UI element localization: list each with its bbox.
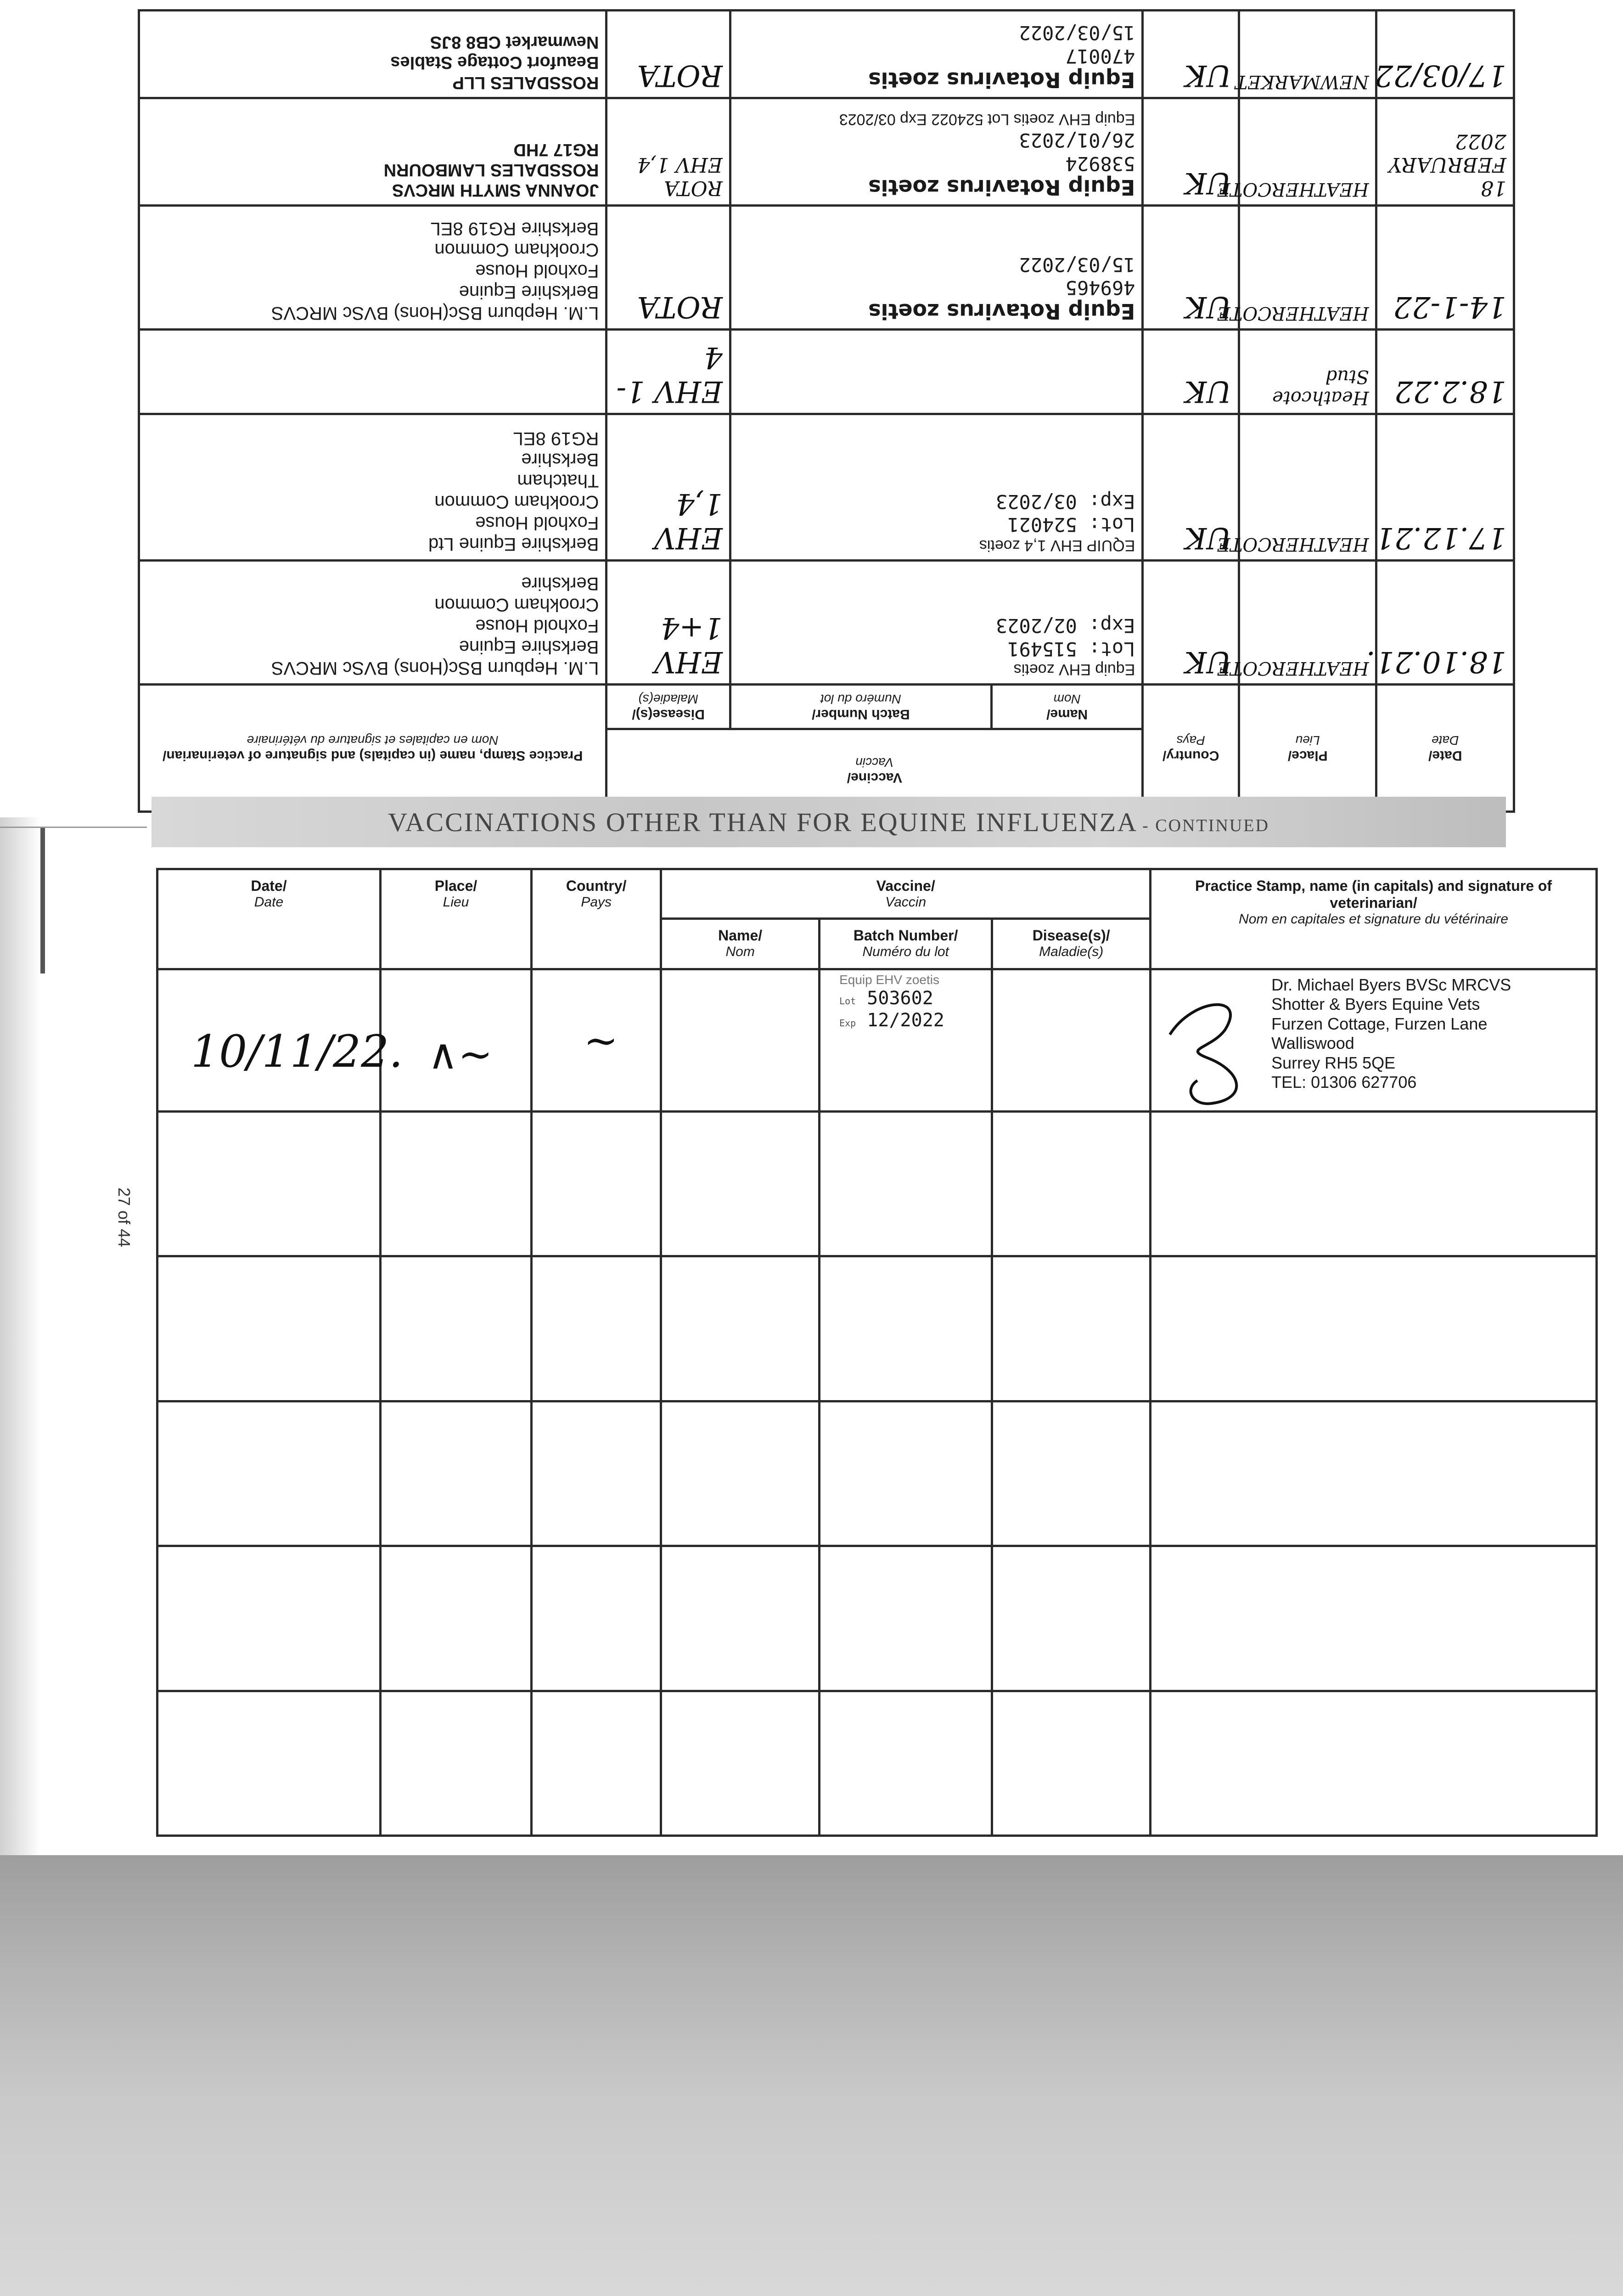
- cell-disease: ROTA: [607, 205, 730, 329]
- section-subtitle: - CONTINUED: [1142, 816, 1269, 835]
- previous-vaccinations-table: [138, 9, 1515, 813]
- cell-disease: EHV 1,4: [607, 414, 730, 560]
- cell-country: UK: [1143, 11, 1239, 98]
- cell-country: UK: [1143, 561, 1239, 685]
- header-country: Country/ Pays: [532, 869, 661, 969]
- cell-date: 18 FEBRUARY 2022: [1376, 98, 1514, 205]
- vaccine-sticker: Equip EHV zoetis: [839, 973, 939, 987]
- cell-disease: EHV 1+4: [607, 561, 730, 685]
- cell-vaccine-label: [730, 330, 1142, 414]
- vet-stamp: ROSSDALES LLP Beaufort Cottage Stables Newmarket CB8 8JS: [390, 33, 599, 92]
- signature-mark: [1156, 979, 1275, 1117]
- cell-date: 18.2.22: [1376, 330, 1514, 414]
- cell-place: HEATHERCOTE: [1239, 98, 1377, 205]
- header-vaccine: Vaccine/ Vaccin: [661, 869, 1151, 919]
- cell-vaccine-label: Equip Rotavirus zoetis 538924 26/01/2023 Equip EHV zoetis Lot 524022 Exp 03/2023: [730, 98, 1142, 205]
- header-disease: Disease(s)/ Maladie(s): [992, 919, 1151, 969]
- page-number: 27 of 44: [115, 1187, 134, 1248]
- cell-stamp: [139, 98, 607, 205]
- header-batch: Batch Number/ Numéro du lot: [730, 685, 991, 729]
- section-banner: [152, 797, 1506, 847]
- table-row: [157, 1401, 1597, 1546]
- batch-number: 503602: [867, 988, 933, 1009]
- expiry-date: 12/2022: [867, 1010, 944, 1031]
- cell-country: UK: [1143, 414, 1239, 560]
- header-place: Place/ Lieu: [380, 869, 531, 969]
- header-place: Place/ Lieu: [1239, 685, 1377, 812]
- header-stamp: Practice Stamp, name (in capitals) and signature of veterinarian/ Nom en capitales et signature du vétérinaire: [1151, 869, 1597, 969]
- cell-country: UK: [1143, 205, 1239, 329]
- cell-vaccine-label: EQUIP EHV 1,4 zoetis Lot: 524021 Exp: 03/2023: [730, 414, 1142, 560]
- cell-country: UK: [1143, 330, 1239, 414]
- cell-vaccine-label: Equip Rotavirus zoetis 470017 15/03/2022: [730, 11, 1142, 98]
- cell-place: HEATHERCOTE: [1239, 414, 1377, 560]
- cell-place: HEATHERCOTE: [1239, 561, 1377, 685]
- header-name: Name/ Nom: [991, 685, 1142, 729]
- header-date: Date/ Date: [1376, 685, 1514, 812]
- cell-disease: ROTA: [607, 11, 730, 98]
- header-disease: Disease(s)/ Maladie(s): [607, 685, 730, 729]
- table-row: [157, 1691, 1597, 1835]
- cell-stamp: [139, 561, 607, 685]
- cell-vaccine-label: Equip Rotavirus zoetis 469465 15/03/2022: [730, 205, 1142, 329]
- table-row: [157, 1256, 1597, 1401]
- table-row: [157, 1546, 1597, 1691]
- cell-country: ~: [532, 969, 661, 1112]
- table-row: [157, 1112, 1597, 1256]
- table-row: [139, 11, 1514, 98]
- scan-shadow-bottom: [0, 1855, 1623, 2296]
- header-stamp: Practice Stamp, name (in capitals) and signature of veterinarian/ Nom en capitales et signature du vétérinaire: [139, 685, 607, 812]
- header-date: Date/ Date: [157, 869, 381, 969]
- vet-stamp: L.M. Hepburn BSc(Hons) BVSc MRCVS Berkshire Equine Foxhold House Crookham Common Berkshire: [271, 574, 599, 679]
- cell-place: ∧∼: [380, 969, 531, 1112]
- scan-shadow-left: [0, 817, 41, 1864]
- table-row: [139, 414, 1514, 560]
- cell-stamp: [139, 205, 607, 329]
- vaccinations-table: [156, 868, 1598, 1837]
- cell-place: HEATHERCOTE: [1239, 205, 1377, 329]
- cell-disease: ROTA EHV 1,4: [607, 98, 730, 205]
- header-country: Country/ Pays: [1143, 685, 1239, 812]
- cell-date: 14-1-22: [1376, 205, 1514, 329]
- cell-place: Heathcote Stud: [1239, 330, 1377, 414]
- vet-stamp: Dr. Michael Byers BVSc MRCVS Shotter & Byers Equine Vets Furzen Cottage, Furzen Lane Walliswood Surrey RH5 5QE TEL: 01306 627706: [1271, 975, 1511, 1092]
- header-batch: Batch Number/ Numéro du lot: [820, 919, 992, 969]
- cell-stamp: [139, 330, 607, 414]
- vet-stamp: Berkshire Equine Ltd Foxhold House Crookham Common Thatcham Berkshire RG19 8EL: [428, 428, 599, 554]
- cell-name: [661, 969, 820, 1112]
- cell-stamp: [1151, 969, 1597, 1112]
- page-edge-line: [0, 827, 147, 828]
- table-row: [139, 561, 1514, 685]
- cell-date: 10/11/22.: [157, 969, 381, 1112]
- cell-country: UK: [1143, 98, 1239, 205]
- vet-stamp: JOANNA SMYTH MRCVS ROSSDALES LAMBOURN RG17 7HD: [383, 140, 599, 200]
- table-row: [157, 969, 1597, 1112]
- cell-disease: [992, 969, 1151, 1112]
- table-row: [139, 98, 1514, 205]
- vet-stamp: L.M. Hepburn BSc(Hons) BVSc MRCVS Berkshire Equine Foxhold House Crookham Common Berkshire RG19 8EL: [271, 219, 599, 324]
- cell-place: NEWMARKET: [1239, 11, 1377, 98]
- header-name: Name/ Nom: [661, 919, 820, 969]
- cell-stamp: [139, 11, 607, 98]
- section-title: VACCINATIONS OTHER THAN FOR EQUINE INFLUENZA - CONTINUED: [388, 807, 1269, 837]
- cell-vaccine-label: Equip EHV zoetis Lot: 515491 Exp: 02/2023: [730, 561, 1142, 685]
- cell-date: 17/03/22: [1376, 11, 1514, 98]
- cell-date: 18.10.21.: [1376, 561, 1514, 685]
- header-vaccine: Vaccine/ Vaccin: [607, 729, 1143, 812]
- cell-disease: EHV 1-4: [607, 330, 730, 414]
- cell-stamp: [139, 414, 607, 560]
- binding-mark: [40, 827, 45, 974]
- cell-date: 17.12.21: [1376, 414, 1514, 560]
- table-row: [139, 205, 1514, 329]
- table-row: [139, 330, 1514, 414]
- cell-batch: Equip EHV zoetis Lot 503602 Exp 12/2022: [820, 969, 992, 1112]
